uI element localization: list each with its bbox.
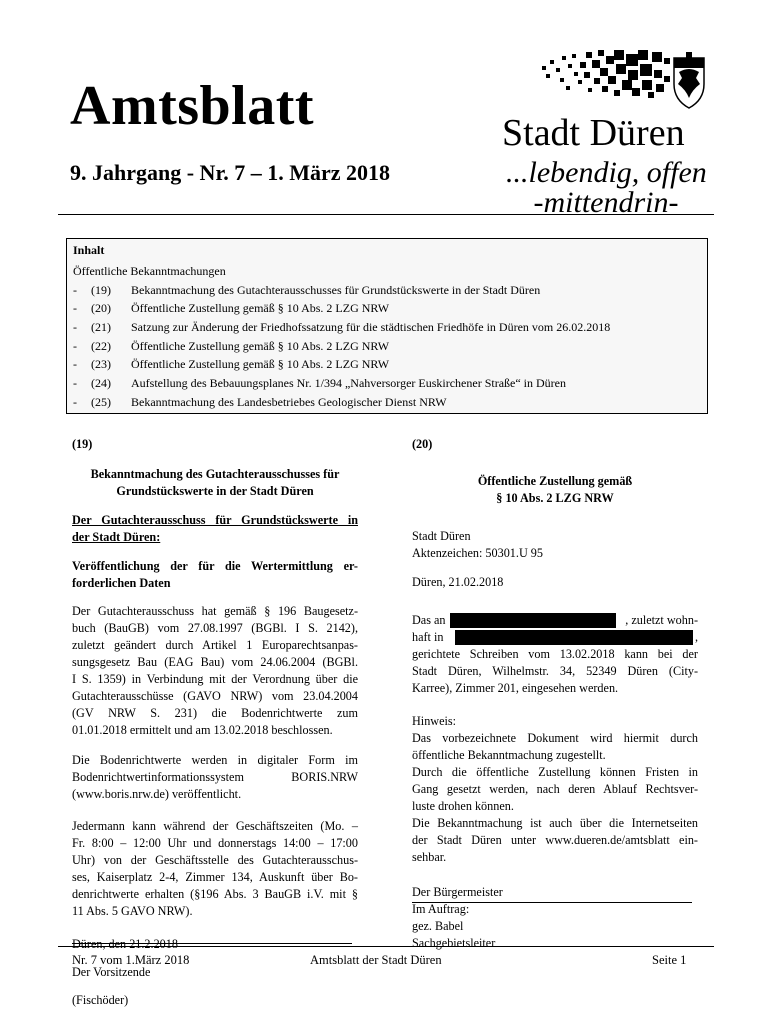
text-line: gerichtete Schreiben vom 13.02.2018 kann bei der [412,647,698,661]
toc-dash: - [73,320,77,334]
text-line: der Stadt Düren unter www.dueren.de/amtsblatt ein- [412,833,698,847]
toc-heading: Inhalt [73,243,105,257]
text-line: öffentliche Bekanntmachung zugestellt. [412,748,606,762]
text-line: zuletzt geändert durch Artikel 1 Europarechtsanpas- [72,638,358,652]
toc-dash: - [73,283,77,297]
boris-link[interactable]: www.boris.nrw.de [76,787,165,801]
city-coat-of-arms-icon [674,52,704,108]
signature-line-text: Im Auftrag: [412,902,470,916]
toc-number: (22) [91,339,111,353]
footer-publication: Amtsblatt der Stadt Düren [310,953,442,967]
text-line [412,629,698,646]
toc-text: Bekanntmachung des Landesbetriebes Geologischer Dienst NRW [131,395,447,409]
announcement-20 [412,436,698,952]
text-line: Fr. 8:00 – 12:00 Uhr und donnerstags 14:00 – 17:00 [72,836,358,850]
sender-name: Stadt Düren [412,529,471,543]
signature-line-text: Sachgebietsleiter [412,936,496,950]
paragraph-boris [72,752,358,803]
text-line: buch (BauGB) vom 27.08.1997 (BGBl. I S. 2142), [72,621,358,635]
paragraph-office-hours [72,818,358,920]
text-fragment: , [694,630,698,644]
toc-number: (19) [91,283,111,297]
toc-number: (24) [91,376,111,390]
motto-line-2: -mittendrin- [533,186,679,219]
sender-block [412,528,698,562]
section-number: (19) [72,437,93,451]
announcement-19 [72,436,358,1009]
text-fragment: haft in [412,630,444,644]
city-logo [536,50,708,112]
toc-text: Öffentliche Zustellung gemäß § 10 Abs. 2 LZG NRW [131,339,390,353]
redacted-name [450,613,616,628]
issue-line: 9. Jahrgang - Nr. 7 – 1. März 2018 [70,160,390,185]
table-of-contents [66,238,708,414]
text-line: denrichtwerte erhalten (§196 Abs. 3 BauGB i.V. mit § [72,887,358,901]
toc-text: Öffentliche Zustellung gemäß § 10 Abs. 2 LZG NRW [131,301,390,315]
text-line: Jedermann kann während der Geschäftszeiten (Mo. – [72,819,358,833]
motto-line-1: ...lebendig, offen [506,156,707,189]
text-fragment: ) veröffentlicht. [164,787,242,801]
text-line: Das vorbezeichnete Dokument wird hiermit durch [412,731,698,745]
text-line: Gang gesetzt werden, nach deren Ablauf Rechtsver- [412,782,698,796]
text-line: 01.01.2018 ermittelt und am 13.02.2018 beschlossen. [72,723,333,737]
text-line: Hinweis: [412,714,457,728]
text-fragment: , zuletzt wohn- [625,613,698,627]
text-line: luste drohen können. [412,799,514,813]
signature-role: Der Vorsitzende [72,965,151,979]
section-title [72,466,358,500]
text-line: Die Bekanntmachung ist auch über die Internetseiten [412,816,698,830]
footer-issue: Nr. 7 vom 1.März 2018 [72,953,190,967]
bold-heading [72,558,358,592]
text-line: sungsgesetz Bau (EAG Bau) vom 24.06.2004 (BGBl. [72,655,358,669]
signature-block [412,884,698,952]
pixel-pattern-icon [542,50,670,98]
toc-number: (23) [91,357,111,371]
toc-number: (20) [91,301,111,315]
section-number: (20) [412,437,433,451]
toc-dash: - [73,339,77,353]
paragraph-delivery [412,612,698,697]
text-fragment: Das an [412,613,446,627]
footer-divider [58,946,714,947]
signature-line-text: gez. Babel [412,919,464,933]
underlined-heading [72,512,358,546]
redacted-address [455,630,693,645]
text-line: I S. 1359) in Verbindung mit der Verordnung über die [72,672,358,686]
text-fragment: BORIS.NRW [291,770,358,784]
heading-line: forderlichen Daten [72,576,171,590]
text-line: Durch die öffentliche Zustellung können Fristen in [412,765,698,779]
text-line: Uhr) von der Geschäftsstelle des Gutachterausschus- [72,853,358,867]
signature-line [412,902,692,903]
toc-number: (21) [91,320,111,334]
toc-text: Aufstellung des Bebauungsplanes Nr. 1/394 „Nahversorger Euskirchener Straße“ in Düren [131,376,566,390]
heading-line: der Stadt Düren: [72,530,161,544]
city-name: Stadt Düren [502,112,685,154]
toc-dash: - [73,395,77,409]
toc-subheading: Öffentliche Bekanntmachungen [73,264,226,278]
section-title-line: Öffentliche Zustellung gemäß [477,474,633,488]
letter-date: Düren, 21.02.2018 [412,575,504,589]
text-line [412,612,698,629]
section-title-line: Bekanntmachung des Gutachterausschusses für [90,467,340,481]
toc-dash: - [73,357,77,371]
text-line: Stadt Düren, Wilhelmstr. 34, 52349 Düren (City- [412,664,698,678]
text-fragment: ( [72,787,77,801]
text-line: ses, Kaiserplatz 2-4, Zimmer 134, Auskunft über Bo- [72,870,358,884]
section-title-line: Grundstückswerte in der Stadt Düren [116,484,314,498]
toc-text: Satzung zur Änderung der Friedhofssatzung für die städtischen Friedhöfe in Düren vom 26.02.2018 [131,320,611,334]
footer-page-number: Seite 1 [652,953,687,967]
paragraph-legal-basis [72,603,358,739]
section-title [412,473,698,507]
city-motto [506,158,706,218]
toc-text: Bekanntmachung des Gutachterausschusses für Grundstückswerte in der Stadt Düren [131,283,541,297]
text-line: Der Gutachterausschuss hat gemäß § 196 Baugesetz- [72,604,358,618]
text-line: Die Bodenrichtwerte werden in digitaler Form im [72,753,358,767]
text-line: Gutachterausschüsse (GAVO NRW) vom 23.04.2004 [72,689,358,703]
text-line: Karree), Zimmer 201, eingesehen werden. [412,681,619,695]
signature-date: Düren, den 21.2.2018 [72,937,178,951]
text-line [72,786,358,803]
gazette-title: Amtsblatt [70,75,315,137]
file-reference: Aktenzeichen: 50301.U 95 [412,546,543,560]
text-line [72,769,358,786]
text-line: sehbar. [412,850,447,864]
text-line: 11 Abs. 5 GAVO NRW). [72,904,193,918]
text-fragment: Bodenrichtwertinformationssystem [72,770,244,784]
signature-line [72,943,352,944]
toc-text: Öffentliche Zustellung gemäß § 10 Abs. 2 LZG NRW [131,357,390,371]
toc-number: (25) [91,395,111,409]
paragraph-hint [412,713,698,866]
signature-name: (Fischöder) [72,993,129,1007]
toc-dash: - [73,301,77,315]
text-line: (GV NRW S. 231) die Bodenrichtwerte zum [72,706,358,720]
toc-dash: - [73,376,77,390]
signature-line-text: Der Bürgermeister [412,885,503,899]
heading-line: Der Gutachterausschuss für Grundstückswerte in [72,513,358,527]
heading-line: Veröffentlichung der für die Wertermittlung er- [72,559,358,573]
section-title-line: § 10 Abs. 2 LZG NRW [496,491,614,505]
header-divider [58,214,714,215]
